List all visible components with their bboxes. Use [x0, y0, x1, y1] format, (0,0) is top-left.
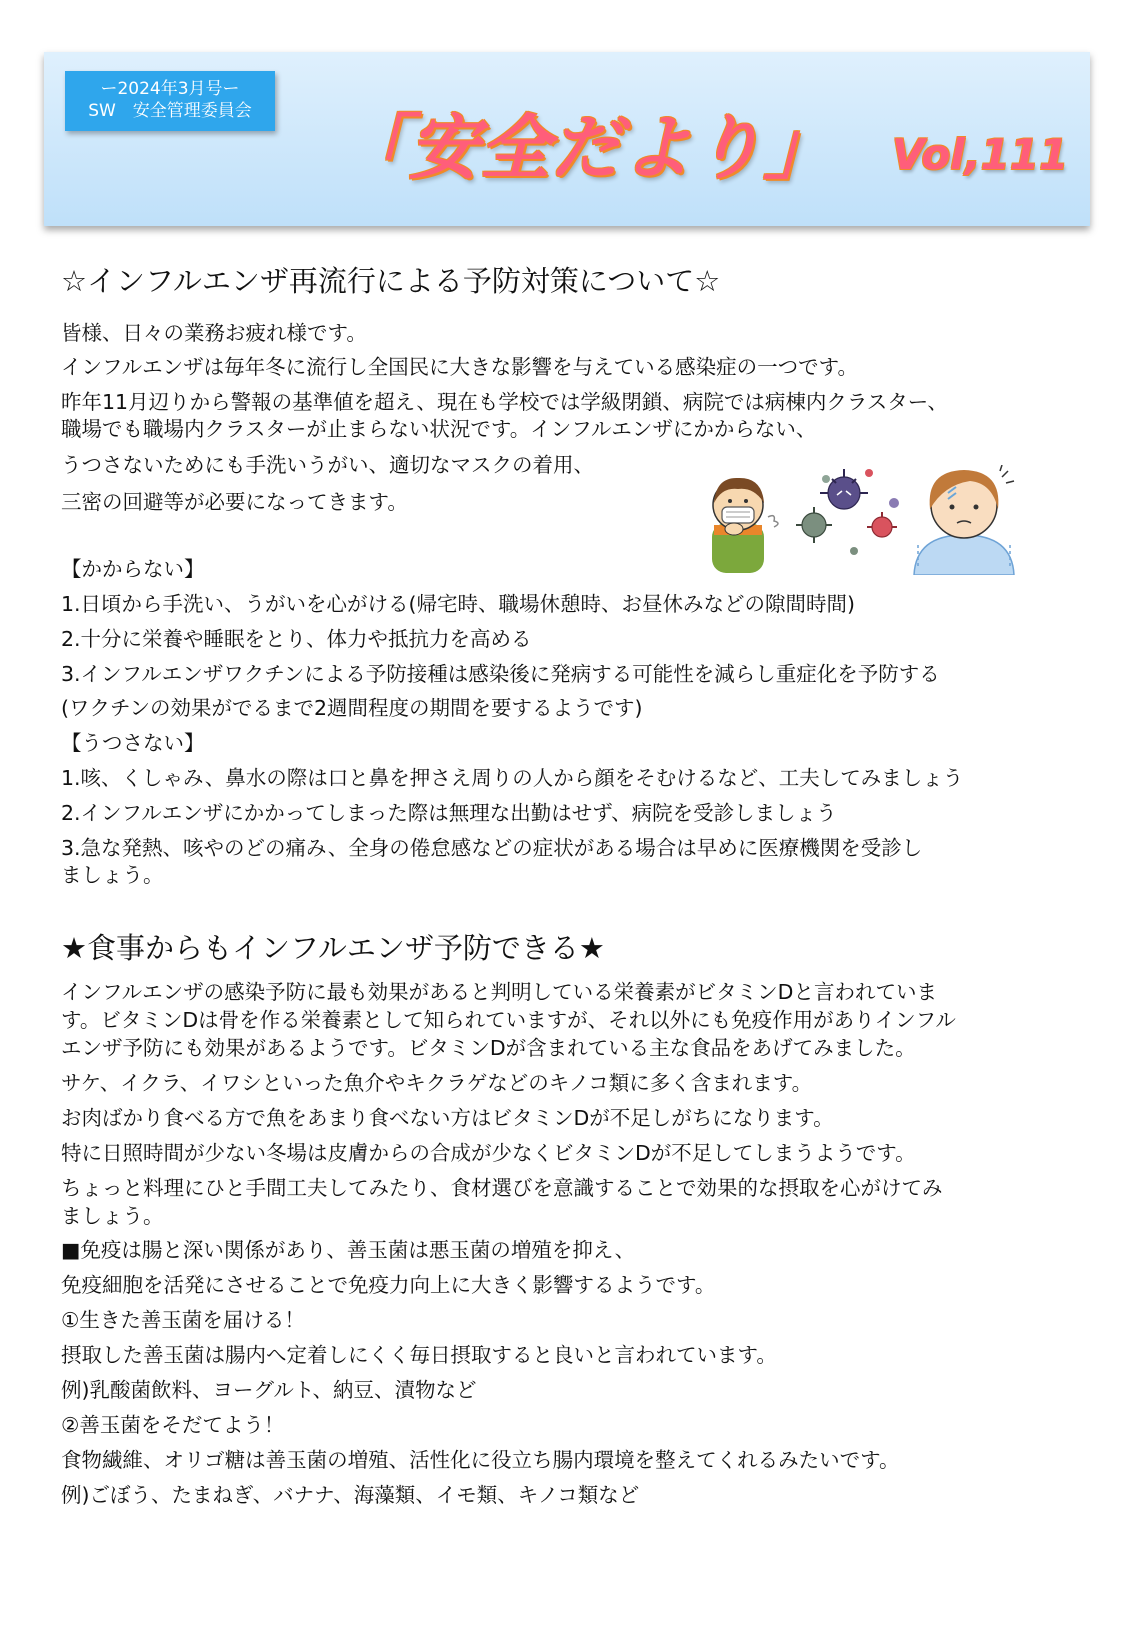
body-line: ■免疫は腸と深い関係があり、善玉菌は悪玉菌の増殖を抑え、 — [61, 1238, 636, 1262]
prevent-heading: 【かからない】 — [61, 557, 205, 581]
issue-label-box — [65, 71, 275, 131]
intro-line: 昨年11月辺りから警報の基準値を超え、現在も学校では学級閉鎖、病院では病棟内クラスター、 — [61, 390, 948, 414]
body-line: ①生きた善玉菌を届ける！ — [61, 1308, 305, 1332]
spread-item: 2.インフルエンザにかかってしまった際は無理な出勤はせず、病院を受診しましょう — [61, 801, 837, 825]
volume-number: Vol,111 — [892, 130, 1069, 179]
body-line: インフルエンザの感染予防に最も効果があると判明している栄養素がビタミンDと言われていま — [61, 980, 937, 1004]
section2-heading: ★食事からもインフルエンザ予防できる★ — [61, 931, 605, 965]
body-line: 例)ごぼう、たまねぎ、バナナ、海藻類、イモ類、キノコ類など — [61, 1483, 640, 1507]
masked-person-icon — [712, 478, 778, 573]
intro-line: 三密の回避等が必要になってきます。 — [61, 490, 408, 514]
body-line: エンザ予防にも効果があるようです。ビタミンDが含まれている主な食品をあげてみました。 — [61, 1036, 916, 1060]
body-line: ちょっと料理にひと手間工夫してみたり、食材選びを意識することで効果的な摂取を心がけてみ — [61, 1176, 943, 1200]
body-line: 免疫細胞を活発にさせることで免疫力向上に大きく影響するようです。 — [61, 1273, 716, 1297]
body-line: 食物繊維、オリゴ糖は善玉菌の増殖、活性化に役立ち腸内環境を整えてくれるみたいです。 — [61, 1448, 900, 1472]
prevent-item: 1.日頃から手洗い、うがいを心がける(帰宅時、職場休憩時、お昼休みなどの隙間時間) — [61, 592, 856, 616]
spread-item: 3.急な発熱、咳やのどの痛み、全身の倦怠感などの症状がある場合は早めに医療機関を受診し — [61, 836, 923, 860]
body-line: ましょう。 — [61, 1204, 164, 1228]
intro-line: 皆様、日々の業務お疲れ様です。 — [61, 321, 367, 345]
virus-icon — [796, 469, 899, 555]
prevent-item: 3.インフルエンザワクチンによる予防接種は感染後に発病する可能性を減らし重症化を予防する — [61, 662, 940, 686]
worried-person-icon — [914, 465, 1014, 575]
body-line: 摂取した善玉菌は腸内へ定着しにくく毎日摂取すると良いと言われています。 — [61, 1343, 777, 1367]
body-line: 特に日照時間が少ない冬場は皮膚からの合成が少なくビタミンDが不足してしまうようです。 — [61, 1141, 916, 1165]
influenza-illustration — [704, 465, 1044, 575]
body-line: お肉ばかり食べる方で魚をあまり食べない方はビタミンDが不足しがちになります。 — [61, 1106, 834, 1130]
body-line: ②善玉菌をそだてよう！ — [61, 1413, 285, 1437]
committee-name: SW 安全管理委員会 — [88, 101, 252, 121]
prevent-item: 2.十分に栄養や睡眠をとり、体力や抵抗力を高める — [61, 627, 532, 651]
intro-line: 職場でも職場内クラスターが止まらない状況です。インフルエンザにかからない、 — [61, 417, 817, 441]
section1-heading: ☆インフルエンザ再流行による予防対策について☆ — [61, 264, 721, 298]
intro-line: うつさないためにも手洗いうがい、適切なマスクの着用、 — [61, 453, 594, 477]
intro-line: インフルエンザは毎年冬に流行し全国民に大きな影響を与えている感染症の一つです。 — [61, 355, 859, 379]
prevent-item: (ワクチンの効果がでるまで2週間程度の期間を要するようです) — [61, 696, 643, 720]
body-line: 例)乳酸菌飲料、ヨーグルト、納豆、漬物など — [61, 1378, 477, 1402]
newsletter-title: 「安全だより」 — [338, 107, 835, 189]
spread-item: 1.咳、くしゃみ、鼻水の際は口と鼻を押さえ周りの人から顔をそむけるなど、工夫してみましょう — [61, 766, 964, 790]
spread-heading: 【うつさない】 — [61, 731, 205, 755]
issue-date: ー2024年3月号ー — [100, 79, 240, 99]
spread-item: ましょう。 — [61, 863, 164, 887]
body-line: サケ、イクラ、イワシといった魚介やキクラゲなどのキノコ類に多く含まれます。 — [61, 1071, 813, 1095]
body-line: す。ビタミンDは骨を作る栄養素として知られていますが、それ以外にも免疫作用がありインフル — [61, 1008, 956, 1032]
header-banner — [44, 52, 1090, 226]
